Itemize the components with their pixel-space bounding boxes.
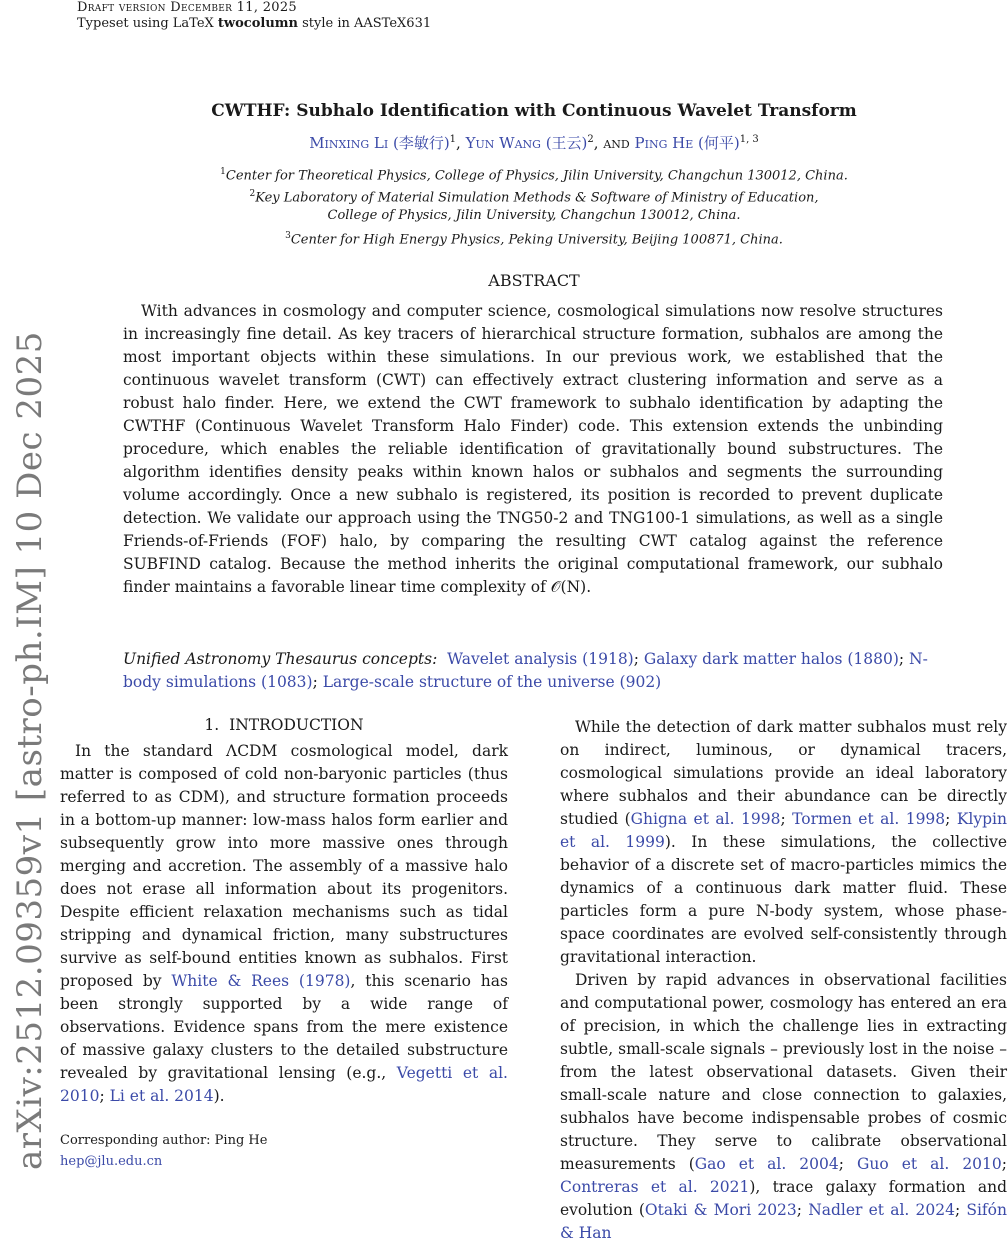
affiliation: $^2$Key Laboratory of Material Simulation Methods & Software of Ministry of Education, [249, 189, 819, 206]
author-link[interactable]: Yun Wang (王云) [465, 134, 588, 152]
uat-concept-link[interactable]: Galaxy dark matter halos (1880) [643, 650, 899, 668]
citation-link[interactable]: Gao et al. 2004 [694, 1155, 839, 1173]
author-link[interactable]: Minxing Li (李敏行) [309, 134, 450, 152]
affiliation: College of Physics, Jilin University, Changchun 130012, China. [327, 208, 741, 223]
uat-concept-link[interactable]: Wavelet analysis (1918) [447, 650, 634, 668]
draft-version: Draft version December 11, 2025 [77, 0, 297, 15]
corresponding-author [60, 1130, 267, 1172]
uat-concepts: Unified Astronomy Thesaurus concepts: Wavelet analysis (1918); Galaxy dark matter halos (1880); N-body simulations (1083); Large-scale structure of the universe (902) [123, 650, 928, 691]
author-email-link[interactable]: hep@jlu.edu.cn [60, 1154, 163, 1169]
citation-link[interactable]: Ghigna et al. 1998 [630, 810, 781, 828]
abstract-text: With advances in cosmology and computer science, cosmological simulations now resolve structures in increasingly fine detail. As key tracers of hierarchical structure formation, subhalos are among the most important objects within these simulations. In our previous work, we established that the continuous wavelet transform (CWT) can effectively extract clustering information and serve as a robust halo finder. Here, we extend the CWT framework to subhalo identification by adapting the CWTHF (Continuous Wavelet Transform Halo Finder) code. This extension extends the unbinding procedure, which enables the reliable identification of gravitationally bound substructures. The algorithm identifies density peaks within known halos or subhalos and segments the surrounding volume accordingly. Once a new subhalo is registered, its position is recorded to prevent duplicate detection. We validate our approach using the TNG50-2 and TNG100-1 simulations, as well as a single Friends-of-Friends (FOF) halo, by comparing the resulting CWT catalog against the reference SUBFIND catalog. Because the method inherits the original computational framework, our subhalo finder maintains a favorable linear time complexity of 𝒪(N). [123, 302, 943, 596]
abstract-heading: ABSTRACT [488, 271, 580, 290]
citation-link[interactable]: Guo et al. 2010 [857, 1155, 1002, 1173]
paper-title: CWTHF: Subhalo Identification with Continuous Wavelet Transform [211, 101, 857, 121]
paragraph: Driven by rapid advances in observational facilities and computational power, cosmology has entered an era of precision, in which the challenge lies in extracting subtle, small-scale signals – previously lost in the noise – from the latest observational datasets. Given their small-scale nature and close connection to galaxies, subhalos have become indispensable probes of cosmic structure. They serve to calibrate observational measurements (Gao et al. 2004; Guo et al. 2010; Contreras et al. 2021), trace galaxy formation and evolution (Otaki & Mori 2023; Nadler et al. 2024; Sifón & Han [560, 971, 1007, 1242]
uat-concept-link[interactable]: N-body simulations (1083) [123, 650, 928, 691]
author-list: Minxing Li (李敏行)$^1$, Yun Wang (王云)$^2$, and Ping He (何平)$^{1, 3}$ [309, 134, 759, 152]
paragraph: In the standard ΛCDM cosmological model, dark matter is composed of cold non-baryonic particles (thus referred to as CDM), and structure formation proceeds in a bottom-up manner: low-mass halos form earlier and subsequently grow into more massive ones through merging and accretion. The assembly of a massive halo does not erase all information about its progenitors. Despite efficient relaxation mechanisms such as tidal stripping and dynamical friction, many substructures survive as self-bound entities known as subhalos. First proposed by White & Rees (1978), this scenario has been strongly supported by a wide range of observations. Evidence spans from the mere existence of massive galaxy clusters to the detailed substructure revealed by gravitational lensing (e.g., Vegetti et al. 2010; Li et al. 2014). [60, 742, 508, 1105]
citation-link[interactable]: White & Rees (1978) [171, 972, 351, 990]
citation-link[interactable]: Li et al. 2014 [109, 1087, 214, 1105]
citation-link[interactable]: Tormen et al. 1998 [792, 810, 946, 828]
uat-concept-link[interactable]: Large-scale structure of the universe (902) [322, 673, 662, 691]
citation-link[interactable]: Sifón & Han [560, 1201, 1007, 1242]
citation-link[interactable]: Nadler et al. 2024 [808, 1201, 955, 1219]
left-column [60, 740, 508, 1108]
citation-link[interactable]: Vegetti et al. 2010 [60, 1064, 508, 1105]
author-link[interactable]: Ping He (何平) [634, 134, 740, 152]
citation-link[interactable]: Otaki & Mori 2023 [644, 1201, 797, 1219]
citation-link[interactable]: Contreras et al. 2021 [560, 1178, 750, 1196]
affiliation: $^1$Center for Theoretical Physics, College of Physics, Jilin University, Changchun 130012, China. [220, 167, 848, 184]
affiliation: $^3$Center for High Energy Physics, Peking University, Beijing 100871, China. [285, 231, 783, 248]
section-heading: 1. INTRODUCTION [204, 716, 364, 734]
corresponding-author-name: Corresponding author: Ping He [60, 1133, 268, 1148]
latex-logo: LaTeX [172, 16, 214, 31]
citation-link[interactable]: Klypin et al. 1999 [560, 810, 1007, 851]
uat-label: Unified Astronomy Thesaurus concepts: [123, 650, 438, 668]
right-column [560, 716, 1007, 1245]
arxiv-sidebar-id[interactable]: arXiv:2512.09359v1 [astro-ph.IM] 10 Dec 2025 [10, 331, 50, 1170]
typeset-line: Typeset using LaTeX twocolumn style in AASTeX631 [77, 16, 432, 31]
paragraph: While the detection of dark matter subhalos must rely on indirect, luminous, or dynamical tracers, cosmological simulations provide an ideal laboratory where subhalos and their abundance can be directly studied (Ghigna et al. 1998; Tormen et al. 1998; Klypin et al. 1999). In these simulations, the collective behavior of a discrete set of macro-particles mimics the dynamics of a continuous dark matter fluid. These particles form a pure N-body system, whose phase-space coordinates are evolved self-consistently through gravitational interaction. [560, 718, 1007, 966]
